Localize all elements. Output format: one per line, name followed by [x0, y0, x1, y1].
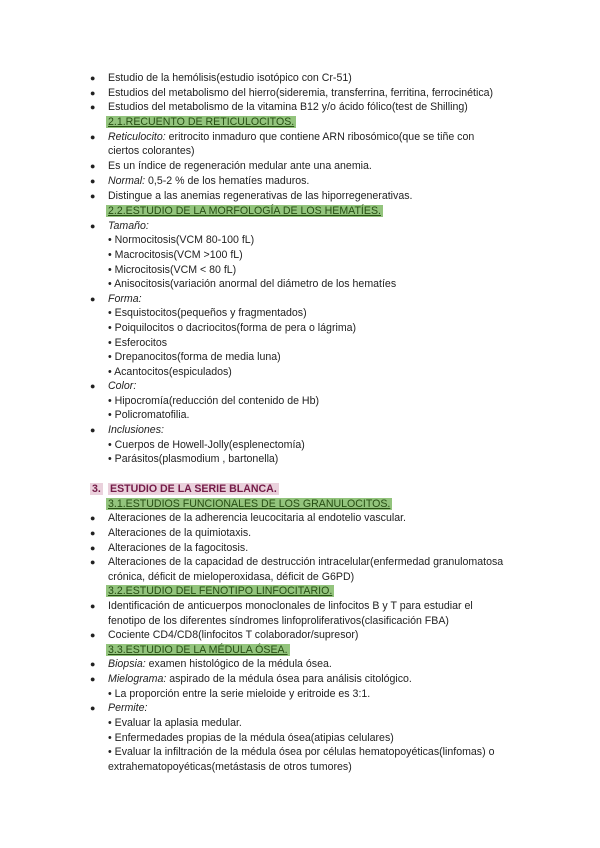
- list-item: Reticulocito: eritrocito inmaduro que contiene ARN ribosómico(que se tiñe con: [108, 131, 475, 143]
- list-item: Distingue a las anemias regenerativas de las hiporregenerativas.: [108, 190, 413, 202]
- bullet: ●: [90, 659, 96, 669]
- list-item: Biopsia: examen histológico de la médula ósea.: [108, 658, 332, 670]
- bullet: ●: [90, 221, 96, 231]
- section-heading-2-1: 2.1.RECUENTO DE RETICULOCITOS.: [108, 116, 295, 128]
- list-item: Cociente CD4/CD8(linfocitos T colaborador/supresor): [108, 629, 359, 641]
- bullet: ●: [90, 674, 96, 684]
- sub-item: • Acantocitos(espiculados): [108, 366, 232, 378]
- section-number-3: 3.: [92, 483, 101, 495]
- sub-item: • Microcitosis(VCM < 80 fL): [108, 264, 237, 276]
- list-item: Inclusiones:: [108, 424, 164, 436]
- bullet: ●: [90, 294, 96, 304]
- list-item: Estudios del metabolismo del hierro(sideremia, transferrina, ferritina, ferrocinética): [108, 87, 494, 99]
- sub-item: • Anisocitosis(variación anormal del diámetro de los hematíes: [108, 278, 397, 290]
- bullet: ●: [90, 425, 96, 435]
- section-heading-2-2: 2.2.ESTUDIO DE LA MORFOLOGÍA DE LOS HEMATÍES.: [108, 205, 381, 217]
- list-item-continuation: crónica, déficit de mieloperoxidasa, déficit de G6PD): [108, 571, 355, 583]
- sub-item: • Esquistocitos(pequeños y fragmentados): [108, 307, 307, 319]
- sub-item: • Cuerpos de Howell-Jolly(esplenectomía): [108, 439, 305, 451]
- bullet: ●: [90, 176, 96, 186]
- bullet: ●: [90, 703, 96, 713]
- bullet: ●: [90, 630, 96, 640]
- bullet: ●: [90, 161, 96, 171]
- sub-item: • Macrocitosis(VCM >100 fL): [108, 249, 243, 261]
- list-item: Identificación de anticuerpos monoclonales de linfocitos B y T para estudiar el: [108, 600, 473, 612]
- list-item-continuation: fenotipo de los diferentes síndromes linfoproliferativos(clasificación FBA): [108, 615, 449, 627]
- list-item: Alteraciones de la capacidad de destrucción intracelular(enfermedad granulomatosa: [108, 556, 504, 568]
- bullet: ●: [90, 102, 96, 112]
- sub-item: • Evaluar la infiltración de la médula ósea por células hematopoyéticas(linfomas) o: [108, 746, 495, 758]
- sub-item: • Drepanocitos(forma de media luna): [108, 351, 281, 363]
- list-item: Tamaño:: [108, 220, 149, 232]
- list-item: Color:: [108, 380, 137, 392]
- section-heading-3: ESTUDIO DE LA SERIE BLANCA.: [110, 483, 277, 495]
- bullet: ●: [90, 191, 96, 201]
- list-item: Mielograma: aspirado de la médula ósea para análisis citológico.: [108, 673, 412, 685]
- bullet: ●: [90, 513, 96, 523]
- section-heading-3-2: 3.2.ESTUDIO DEL FENOTIPO LINFOCITARIO.: [108, 585, 333, 597]
- sub-item: • Normocitosis(VCM 80-100 fL): [108, 234, 255, 246]
- section-heading-3-1: 3.1.ESTUDIOS FUNCIONALES DE LOS GRANULOCITOS.: [108, 498, 391, 510]
- bullet: ●: [90, 557, 96, 567]
- sub-item: • Evaluar la aplasia medular.: [108, 717, 242, 729]
- sub-item: • La proporción entre la serie mieloide y eritroide es 3:1.: [108, 688, 371, 700]
- sub-item: • Policromatofilia.: [108, 409, 190, 421]
- list-item: Alteraciones de la adherencia leucocitaria al endotelio vascular.: [108, 512, 406, 524]
- list-item: Forma:: [108, 293, 142, 305]
- sub-item: • Esferocitos: [108, 337, 168, 349]
- list-item: Permite:: [108, 702, 148, 714]
- bullet: ●: [90, 381, 96, 391]
- bullet: ●: [90, 73, 96, 83]
- sub-item: • Hipocromía(reducción del contenido de Hb): [108, 395, 319, 407]
- bullet: ●: [90, 132, 96, 142]
- section-heading-3-3: 3.3.ESTUDIO DE LA MÉDULA ÓSEA.: [108, 644, 288, 656]
- list-item: Alteraciones de la quimiotaxis.: [108, 527, 252, 539]
- list-item: Normal: 0,5-2 % de los hematíes maduros.: [108, 175, 310, 187]
- sub-item: • Parásitos(plasmodium , bartonella): [108, 453, 279, 465]
- list-item: Estudio de la hemólisis(estudio isotópico con Cr-51): [108, 72, 352, 84]
- sub-item: extrahematopoyéticas(metástasis de otros tumores): [108, 761, 352, 773]
- bullet: ●: [90, 543, 96, 553]
- list-item: Estudios del metabolismo de la vitamina B12 y/o ácido fólico(test de Shilling): [108, 101, 468, 113]
- bullet: ●: [90, 88, 96, 98]
- sub-item: • Poiquilocitos o dacriocitos(forma de pera o lágrima): [108, 322, 357, 334]
- list-item-continuation: ciertos colorantes): [108, 145, 195, 157]
- bullet: ●: [90, 528, 96, 538]
- bullet: ●: [90, 601, 96, 611]
- list-item: Es un índice de regeneración medular ante una anemia.: [108, 160, 372, 172]
- sub-item: • Enfermedades propias de la médula ósea(atipias celulares): [108, 732, 394, 744]
- list-item: Alteraciones de la fagocitosis.: [108, 542, 249, 554]
